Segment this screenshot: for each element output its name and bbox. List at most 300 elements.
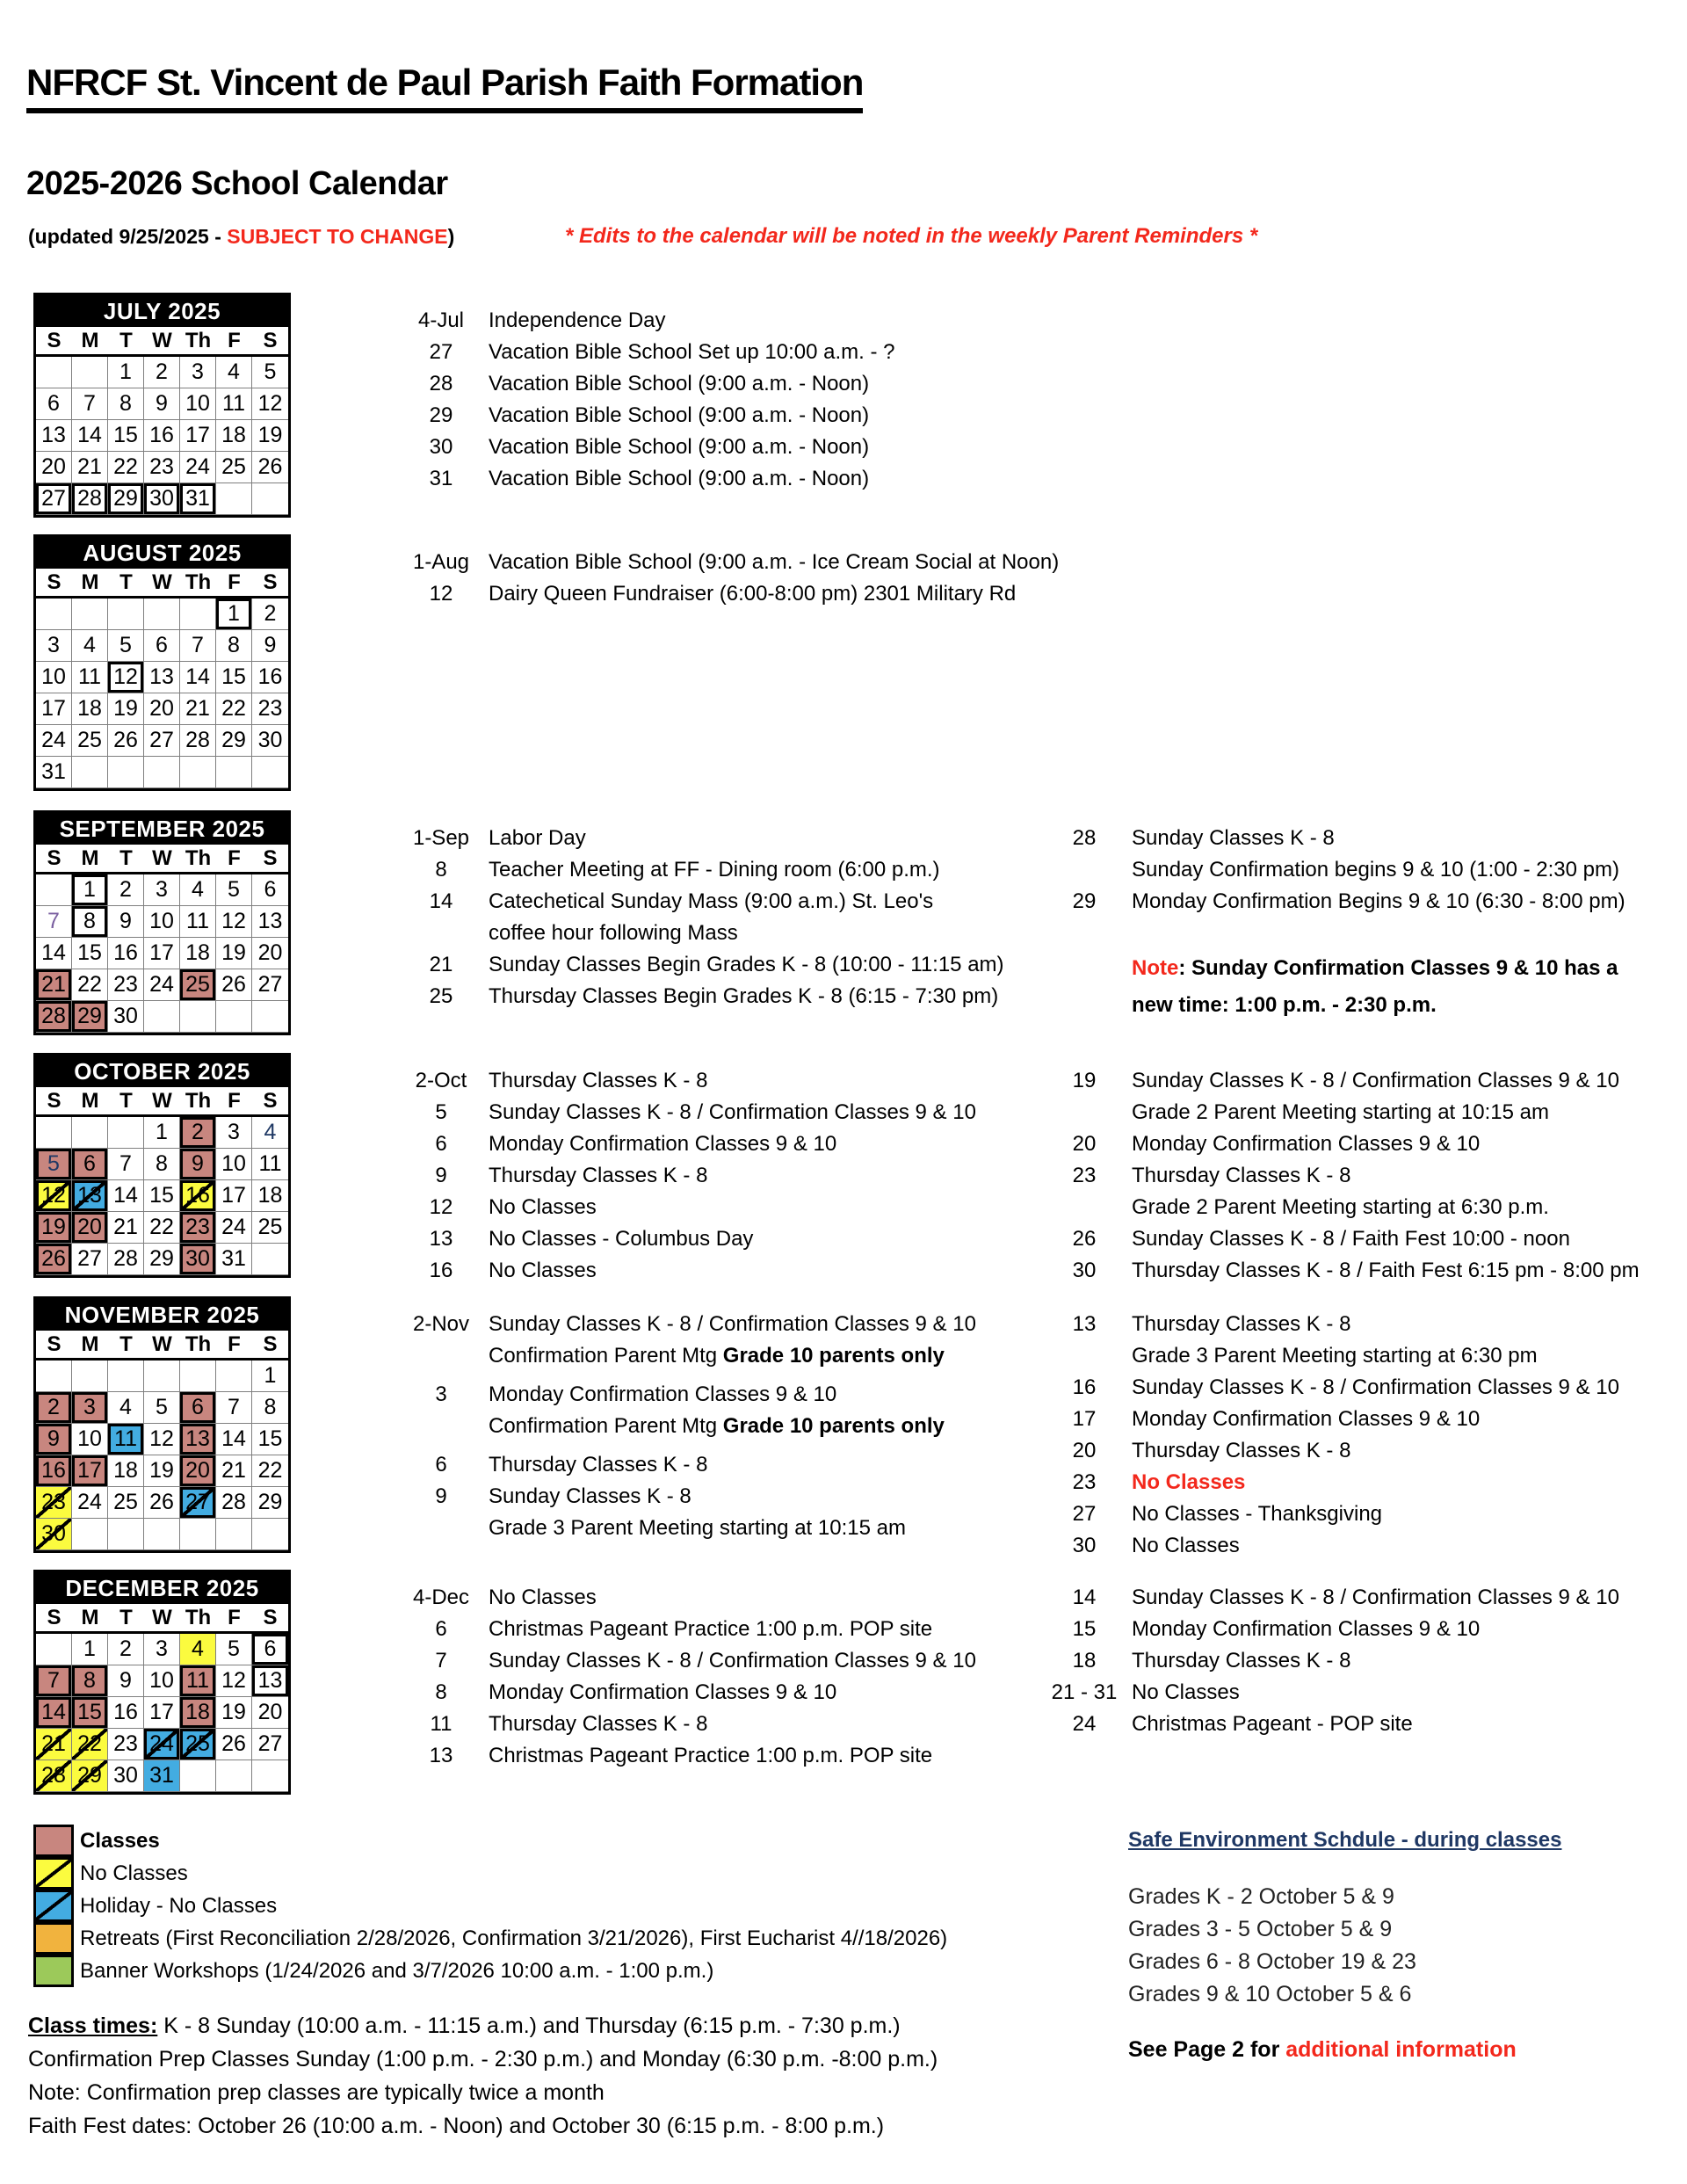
event-row [1037,990,1687,1021]
class-times-line3: Note: Confirmation prep classes are typically twice a month [28,2080,605,2105]
calendar-day-cell: 2 [108,1634,144,1665]
event-date: 13 [1072,1312,1097,1336]
day-header: S [263,845,278,870]
event-row [1037,1128,1687,1160]
event-row [394,1255,1039,1287]
calendar-day-cell: 27 [252,1729,288,1760]
day-header: F [228,1331,241,1356]
event-date: 2-Nov [412,1312,470,1336]
day-header: S [263,1605,278,1629]
event-date: 1-Aug [412,550,470,574]
calendar-day-cell: 18 [180,938,216,969]
calendar-grid [36,1117,288,1275]
event-text [489,463,1039,495]
calendar-day-cell: 11 [108,1424,144,1455]
day-header: W [152,1331,172,1356]
event-row [1037,1309,1687,1340]
calendar-month-title: AUGUST 2025 [36,537,288,569]
calendar-day-cell: 6 [72,1149,108,1180]
legend-label: Classes [80,1828,160,1853]
day-header: T [119,570,133,594]
calendar-day-cell: 6 [252,874,288,906]
calendar-day-cell: 26 [252,452,288,483]
class-times-label: Class times: [28,2013,158,2038]
event-row [394,432,1039,463]
calendar-day-cell: 12 [252,388,288,420]
event-row [1037,1582,1687,1614]
calendar-blank-cell [36,1117,72,1149]
event-row [394,1160,1039,1192]
event-text-segment: new time: 1:00 p.m. - 2:30 p.m. [1132,993,1437,1017]
event-text [489,432,1039,463]
calendar-day-cell: 10 [216,1149,252,1180]
calendar-blank-cell [72,1117,108,1149]
legend-swatch-no_classes [33,1857,74,1890]
calendar-day-cell: 22 [252,1455,288,1487]
calendar-day-cell: 5 [144,1392,180,1424]
day-header: S [47,1331,62,1356]
calendar-day-headers [36,1604,288,1634]
calendar-day-cell: 19 [216,1697,252,1729]
event-row [1037,1065,1687,1097]
calendar-day-cell: 17 [36,693,72,725]
event-row [1037,1614,1687,1645]
day-header: W [152,1605,172,1629]
calendar-day-cell: 14 [36,938,72,969]
calendar-day-cell: 13 [252,1665,288,1697]
calendar-day-cell: 23 [36,1487,72,1519]
event-text-segment: No Classes - Columbus Day [489,1227,754,1251]
calendar-day-cell: 18 [180,1697,216,1729]
calendar-day-cell: 25 [180,969,216,1001]
day-header: T [119,328,133,352]
day-header: T [119,845,133,870]
event-row [394,1709,1039,1740]
calendar-day-cell: 1 [108,357,144,388]
event-date: 26 [1072,1227,1097,1251]
calendar-day-cell: 9 [108,906,144,938]
month-events-left [394,305,1039,495]
calendar-day-cell: 3 [216,1117,252,1149]
calendar-day-cell: 28 [180,725,216,757]
calendar-day-cell: 20 [72,1212,108,1244]
event-date [1037,953,1132,984]
event-text-segment: Grade 3 Parent Meeting starting at 10:15 am [489,1516,906,1540]
day-header: W [152,570,172,594]
calendar-day-cell: 16 [108,938,144,969]
day-header: Th [185,570,212,594]
calendar-day-cell: 15 [216,662,252,693]
event-date: 11 [430,1712,453,1736]
legend-swatch-holiday [33,1890,74,1922]
event-text [489,1582,1039,1614]
calendar-day-cell: 16 [108,1697,144,1729]
event-date: 20 [1072,1439,1097,1462]
event-date: 14 [429,889,453,913]
event-row [394,918,1039,949]
event-text [1132,1498,1687,1530]
legend-label: Holiday - No Classes [80,1893,278,1918]
event-date [394,1513,489,1544]
calendar-day-cell: 10 [144,906,180,938]
calendar-day-cell: 23 [180,1212,216,1244]
event-date: 2-Oct [415,1069,467,1092]
event-row [394,463,1039,495]
calendar-day-cell: 7 [36,906,72,938]
calendar-day-cell: 30 [144,483,180,515]
calendar-day-cell: 17 [216,1180,252,1212]
event-date: 23 [1072,1470,1097,1494]
event-text-segment: Sunday Classes K - 8 / Faith Fest 10:00 - noon [1132,1227,1570,1251]
event-text [489,337,1039,368]
event-text-segment: Vacation Bible School Set up 10:00 a.m. - ? [489,340,895,364]
event-row [1037,1223,1687,1255]
event-text [1132,1192,1687,1223]
month-events-left [394,1582,1039,1772]
event-row [394,854,1039,886]
calendar-day-cell: 10 [180,388,216,420]
event-text-segment: Labor Day [489,826,586,850]
calendar-blank-cell [144,757,180,788]
calendar-day-cell: 1 [252,1360,288,1392]
event-text-segment: Thursday Classes K - 8 [1132,1164,1351,1187]
event-row [1037,1645,1687,1677]
event-text [489,918,1039,949]
event-text-segment: Sunday Classes Begin Grades K - 8 (10:00 - 11:15 am) [489,953,1004,976]
calendar-day-cell: 5 [252,357,288,388]
event-text [1132,1097,1687,1128]
see-page-prefix: See Page 2 for [1128,2037,1286,2062]
calendar-blank-cell [36,874,72,906]
event-text [1132,1467,1687,1498]
calendar-blank-cell [180,1001,216,1033]
event-text [1132,823,1687,854]
calendar-blank-cell [216,1519,252,1550]
calendar-day-cell: 30 [108,1760,144,1792]
event-text-segment: Thursday Classes K - 8 [489,1712,708,1736]
day-header: W [152,1088,172,1113]
event-text [489,1513,1039,1544]
calendar-day-cell: 8 [216,630,252,662]
see-page-note [1128,2037,1517,2063]
calendar-day-cell: 22 [144,1212,180,1244]
calendar-day-cell: 30 [252,725,288,757]
event-text-segment: No Classes [1132,1680,1240,1704]
event-date: 25 [429,984,453,1008]
calendar-day-cell: 26 [36,1244,72,1275]
calendar-blank-cell [144,1360,180,1392]
calendar-day-cell: 20 [144,693,180,725]
calendar-day-cell: 14 [36,1697,72,1729]
calendar-day-cell: 11 [180,906,216,938]
calendar-day-cell: 29 [72,1001,108,1033]
event-date: 27 [429,340,453,364]
calendar-day-cell: 18 [252,1180,288,1212]
legend-row-retreats [33,1922,947,1955]
event-date: 14 [1072,1585,1097,1609]
calendar-day-cell: 4 [180,874,216,906]
calendar-day-cell: 28 [36,1001,72,1033]
event-text [489,949,1039,981]
event-row [394,981,1039,1012]
day-header: M [81,1605,99,1629]
calendar-day-cell: 11 [216,388,252,420]
calendar-blank-cell [180,1519,216,1550]
calendar-day-cell: 8 [72,906,108,938]
event-text [489,854,1039,886]
calendar-day-cell: 19 [36,1212,72,1244]
event-date: 21 - 31 [1051,1680,1118,1704]
event-text-segment: Thursday Classes K - 8 [489,1164,708,1187]
legend-label: Retreats (First Reconciliation 2/28/2026, Confirmation 3/21/2026), First Eucharist 4//18/2026) [80,1926,948,1950]
calendar-blank-cell [72,599,108,630]
event-date: 24 [1072,1712,1097,1736]
day-header: S [263,328,278,352]
event-row [394,1097,1039,1128]
calendar-blank-cell [252,1001,288,1033]
calendar-day-cell: 22 [72,1729,108,1760]
event-row [394,1128,1039,1160]
calendar-blank-cell [108,1117,144,1149]
calendar-day-cell: 28 [108,1244,144,1275]
safe-env-grade-row: Grades 6 - 8 October 19 & 23 [1128,1949,1416,1974]
calendar-day-cell: 26 [144,1487,180,1519]
event-row [394,1740,1039,1772]
calendar-day-cell: 6 [144,630,180,662]
calendar-day-headers [36,327,288,357]
calendar-day-cell: 2 [36,1392,72,1424]
legend-swatch-banner [33,1955,74,1987]
event-date [1037,990,1132,1021]
calendar-day-cell: 17 [144,938,180,969]
calendar-day-cell: 30 [36,1519,72,1550]
calendar-blank-cell [36,1360,72,1392]
calendar-day-cell: 26 [108,725,144,757]
calendar-day-cell: 23 [252,693,288,725]
event-text [489,1740,1039,1772]
day-header: F [228,1088,241,1113]
day-header: S [263,1331,278,1356]
event-row [394,400,1039,432]
calendar-month-title: DECEMBER 2025 [36,1572,288,1604]
event-text [1132,1309,1687,1340]
month-events-left [394,1065,1039,1287]
calendar-grid [36,1360,288,1550]
day-header: Th [185,328,212,352]
calendar-day-cell: 28 [72,483,108,515]
page-subtitle: 2025-2026 School Calendar [26,165,448,202]
calendar-blank-cell [36,1634,72,1665]
event-text-segment: No Classes [489,1585,597,1609]
calendar-day-cell: 1 [216,599,252,630]
calendar-day-cell: 19 [144,1455,180,1487]
event-text-segment: Monday Confirmation Classes 9 & 10 [489,1680,837,1704]
calendar-day-cell: 24 [144,1729,180,1760]
calendar-blank-cell [180,599,216,630]
safe-env-grade-row: Grades 9 & 10 October 5 & 6 [1128,1982,1412,2006]
calendar-day-cell: 30 [108,1001,144,1033]
calendar-september-2025 [33,810,291,1035]
calendar-blank-cell [72,357,108,388]
event-text-segment: Sunday Classes K - 8 / Confirmation Classes 9 & 10 [489,1100,976,1124]
event-row [394,578,1039,610]
day-header: S [47,1088,62,1113]
event-text [489,400,1039,432]
event-row [394,368,1039,400]
calendar-day-cell: 14 [216,1424,252,1455]
calendar-day-cell: 8 [108,388,144,420]
event-text-segment: Grade 3 Parent Meeting starting at 6:30 pm [1132,1344,1538,1368]
calendar-day-cell: 2 [144,357,180,388]
event-text [1132,1404,1687,1435]
event-row [394,1677,1039,1709]
event-date: 16 [1072,1375,1097,1399]
event-row [1037,953,1687,984]
edits-note: * Edits to the calendar will be noted in the weekly Parent Reminders * [565,224,1258,248]
calendar-day-cell: 9 [252,630,288,662]
event-date [1037,1097,1132,1128]
legend-swatch-classes [33,1825,74,1857]
event-text [489,368,1039,400]
event-row [1037,1192,1687,1223]
event-row [394,1513,1039,1544]
event-text-segment: Monday Confirmation Classes 9 & 10 [489,1382,837,1406]
event-text [489,823,1039,854]
calendar-day-cell: 5 [216,874,252,906]
day-header: M [81,1331,99,1356]
event-date: 29 [1072,889,1097,913]
calendar-day-cell: 24 [36,725,72,757]
calendar-day-cell: 27 [180,1487,216,1519]
event-row [394,1192,1039,1223]
event-text-segment: Sunday Classes K - 8 / Confirmation Classes 9 & 10 [1132,1375,1619,1399]
calendar-day-cell: 27 [36,483,72,515]
event-date: 28 [1072,826,1097,850]
event-row [1037,1097,1687,1128]
event-row [1037,854,1687,886]
event-text-segment: Vacation Bible School (9:00 a.m. - Noon) [489,372,870,395]
calendar-day-cell: 21 [36,1729,72,1760]
calendar-day-cell: 5 [36,1149,72,1180]
updated-note [28,225,454,249]
calendar-day-cell: 25 [216,452,252,483]
day-header: S [263,570,278,594]
calendar-day-cell: 5 [108,630,144,662]
event-row [1037,1340,1687,1372]
event-text-segment: No Classes [1132,1470,1246,1494]
event-date: 13 [429,1227,453,1251]
legend-label: No Classes [80,1861,188,1885]
event-text-segment: No Classes [489,1195,597,1219]
calendar-blank-cell [216,1760,252,1792]
calendar-day-cell: 22 [72,969,108,1001]
month-events-left [394,547,1060,610]
event-text [489,1097,1039,1128]
calendar-grid [36,1634,288,1792]
event-text [489,1255,1039,1287]
calendar-day-cell: 19 [216,938,252,969]
event-text-segment: Confirmation Parent Mtg [489,1344,723,1368]
calendar-blank-cell [252,1760,288,1792]
month-events-right [1037,1309,1687,1562]
calendar-day-cell: 21 [180,693,216,725]
calendar-day-cell: 24 [216,1212,252,1244]
event-date: 21 [429,953,453,976]
event-text-segment: Confirmation Parent Mtg [489,1414,723,1438]
event-date: 30 [1072,1259,1097,1282]
event-date: 8 [435,858,447,882]
calendar-day-cell: 29 [108,483,144,515]
calendar-day-cell: 21 [72,452,108,483]
event-text-segment: Sunday Classes K - 8 / Confirmation Classes 9 & 10 [489,1649,976,1672]
calendar-day-cell: 16 [180,1180,216,1212]
calendar-day-cell: 4 [108,1392,144,1424]
day-header: M [81,845,99,870]
month-events-right [1037,823,1687,1021]
calendar-day-cell: 9 [36,1424,72,1455]
class-times-line1-rest: K - 8 Sunday (10:00 a.m. - 11:15 a.m.) and Thursday (6:15 p.m. - 7:30 p.m.) [157,2013,901,2038]
calendar-day-cell: 7 [180,630,216,662]
calendar-day-cell: 18 [108,1455,144,1487]
calendar-day-cell: 18 [72,693,108,725]
calendar-day-cell: 20 [252,938,288,969]
legend-label: Banner Workshops (1/24/2026 and 3/7/2026 10:00 a.m. - 1:00 p.m.) [80,1958,714,1983]
day-header: S [263,1088,278,1113]
calendar-day-cell: 31 [36,757,72,788]
event-text [489,1614,1039,1645]
event-text-segment: Teacher Meeting at FF - Dining room (6:00 p.m.) [489,858,940,882]
event-row [394,949,1039,981]
event-text [489,547,1059,578]
calendar-day-cell: 16 [252,662,288,693]
day-header: S [47,328,62,352]
event-date: 31 [429,467,453,490]
event-text [489,1449,1039,1481]
event-text-segment: Thursday Classes K - 8 [1132,1649,1351,1672]
calendar-day-cell: 7 [216,1392,252,1424]
calendar-day-cell: 20 [252,1697,288,1729]
event-text-segment: Sunday Classes K - 8 / Confirmation Classes 9 & 10 [1132,1585,1619,1609]
event-date [1037,1192,1132,1223]
day-header: T [119,1331,133,1356]
calendar-day-cell: 23 [144,452,180,483]
event-date: 30 [1072,1534,1097,1557]
event-date [394,918,489,949]
event-date: 17 [1072,1407,1097,1431]
event-text [1132,1065,1687,1097]
calendar-day-cell: 25 [252,1212,288,1244]
event-row [394,1411,1039,1442]
day-header: T [119,1088,133,1113]
calendar-day-cell: 14 [180,662,216,693]
calendar-december-2025 [33,1570,291,1795]
event-text-segment: Christmas Pageant Practice 1:00 p.m. POP site [489,1744,933,1767]
event-text [1132,1645,1687,1677]
calendar-blank-cell [252,757,288,788]
event-text-segment: Sunday Classes K - 8 [1132,826,1335,850]
event-text [1132,953,1687,984]
calendar-day-cell: 29 [72,1760,108,1792]
event-text [1132,886,1687,918]
event-row [394,1065,1039,1097]
calendar-day-cell: 17 [144,1697,180,1729]
calendar-day-cell: 14 [108,1180,144,1212]
event-date: 1-Sep [412,826,470,850]
event-text-segment: Vacation Bible School (9:00 a.m. - Noon) [489,467,870,490]
see-page-red-text: additional information [1285,2037,1517,2062]
legend [33,1825,947,1987]
event-text [1132,1340,1687,1372]
